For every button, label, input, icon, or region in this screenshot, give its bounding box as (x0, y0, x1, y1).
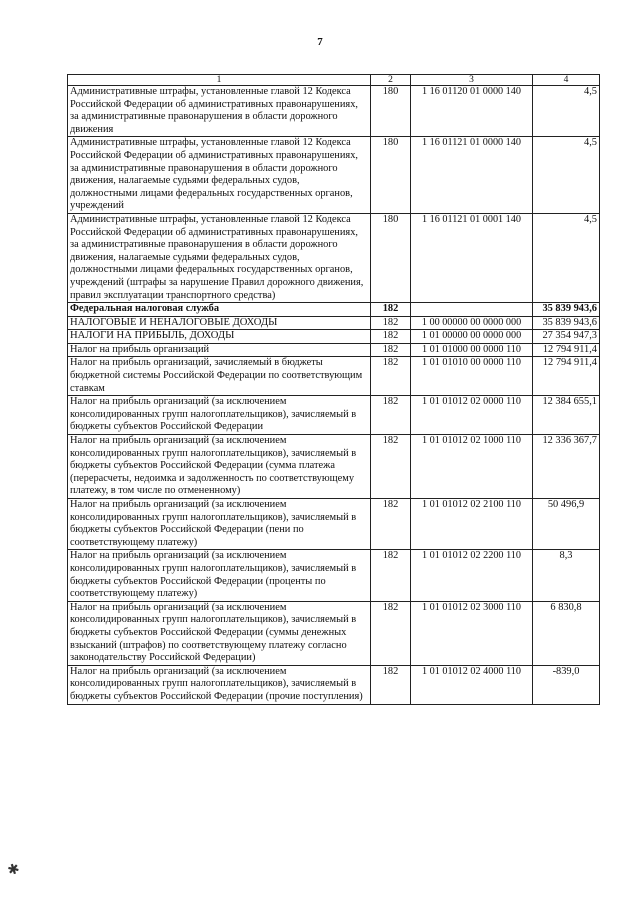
column-number-row (68, 75, 600, 86)
column-number-2: 2 (371, 75, 411, 86)
row-amount: 12 794 911,4 (533, 357, 600, 396)
column-number-1: 1 (68, 75, 371, 86)
table-row (68, 137, 600, 214)
table-row (68, 303, 600, 317)
row-budget-code (411, 303, 533, 317)
row-amount: -839,0 (533, 665, 600, 704)
row-amount: 4,5 (533, 213, 600, 302)
row-budget-code: 1 01 01010 00 0000 110 (411, 357, 533, 396)
row-budget-code: 1 01 01000 00 0000 110 (411, 343, 533, 357)
row-admin-code: 182 (371, 343, 411, 357)
row-budget-code: 1 16 01121 01 0001 140 (411, 213, 533, 302)
row-budget-code: 1 01 01012 02 2100 110 (411, 499, 533, 550)
row-admin-code: 182 (371, 665, 411, 704)
row-name: Административные штрафы, установленные главой 12 Кодекса Российской Федерации об административных правонарушениях, за административные правонарушения в области дорожного движения (68, 86, 371, 137)
table-row (68, 435, 600, 499)
row-name: Налог на прибыль организаций (за исключением консолидированных групп налогоплательщиков), зачисляемый в бюджеты субъектов Российской Федерации (суммы денежных взысканий (штрафов) по соответствующему платежу согласно законодательству Российской Федерации) (68, 601, 371, 665)
row-admin-code: 182 (371, 601, 411, 665)
row-amount: 8,3 (533, 550, 600, 601)
table-row (68, 665, 600, 704)
table-row (68, 550, 600, 601)
row-name: Налог на прибыль организаций (за исключением консолидированных групп налогоплательщиков), зачисляемый в бюджеты субъектов Российской Федерации (прочие поступления) (68, 665, 371, 704)
column-number-4: 4 (533, 75, 600, 86)
row-admin-code: 182 (371, 435, 411, 499)
table-row (68, 330, 600, 344)
row-name: Административные штрафы, установленные главой 12 Кодекса Российской Федерации об административных правонарушениях, за административные правонарушения в области дорожного движения, налагаемые судьями федеральных судов, должностными лицами федеральных государственных органов, учреждений (68, 137, 371, 214)
table-row (68, 357, 600, 396)
row-name: Налог на прибыль организаций (за исключением консолидированных групп налогоплательщиков), зачисляемый в бюджеты субъектов Российской Федерации (проценты по соответствующему платежу) (68, 550, 371, 601)
row-admin-code: 182 (371, 357, 411, 396)
revenue-table-body (68, 75, 600, 705)
row-name: Федеральная налоговая служба (68, 303, 371, 317)
row-budget-code: 1 01 01012 02 3000 110 (411, 601, 533, 665)
row-budget-code: 1 01 01012 02 1000 110 (411, 435, 533, 499)
row-admin-code: 180 (371, 137, 411, 214)
table-row (68, 396, 600, 435)
row-name: Налог на прибыль организаций (за исключением консолидированных групп налогоплательщиков), зачисляемый в бюджеты субъектов Российской Федерации (сумма платежа (перерасчеты, недоимка и задолженность по соответствующему платежу, в том числе по отмененному) (68, 435, 371, 499)
table-row (68, 343, 600, 357)
row-admin-code: 180 (371, 213, 411, 302)
row-budget-code: 1 16 01121 01 0000 140 (411, 137, 533, 214)
row-budget-code: 1 16 01120 01 0000 140 (411, 86, 533, 137)
table-row (68, 213, 600, 302)
row-name: Налог на прибыль организаций (за исключением консолидированных групп налогоплательщиков), зачисляемый в бюджеты субъектов Российской Федерации (пени по соответствующему платежу) (68, 499, 371, 550)
revenue-table (67, 74, 600, 705)
row-name: НАЛОГИ НА ПРИБЫЛЬ, ДОХОДЫ (68, 330, 371, 344)
row-admin-code: 182 (371, 396, 411, 435)
row-amount: 27 354 947,3 (533, 330, 600, 344)
row-budget-code: 1 01 01012 02 2200 110 (411, 550, 533, 601)
row-admin-code: 182 (371, 499, 411, 550)
row-amount: 12 384 655,1 (533, 396, 600, 435)
row-amount: 12 336 367,7 (533, 435, 600, 499)
row-amount: 6 830,8 (533, 601, 600, 665)
row-admin-code: 180 (371, 86, 411, 137)
row-name: Налог на прибыль организаций, зачисляемый в бюджеты бюджетной системы Российской Федерации по соответствующим ставкам (68, 357, 371, 396)
row-name: Административные штрафы, установленные главой 12 Кодекса Российской Федерации об административных правонарушениях, за административные правонарушения в области дорожного движения, налагаемые судьями федеральных судов, должностными лицами федеральных государственных органов, учреждений (штрафы за нарушение Правил дорожного движения, правил эксплуатации транспортного средства) (68, 213, 371, 302)
table-row (68, 86, 600, 137)
table-row (68, 499, 600, 550)
row-name: Налог на прибыль организаций (за исключением консолидированных групп налогоплательщиков), зачисляемый в бюджеты субъектов Российской Федерации (68, 396, 371, 435)
row-admin-code: 182 (371, 550, 411, 601)
row-amount: 4,5 (533, 86, 600, 137)
row-budget-code: 1 01 00000 00 0000 000 (411, 330, 533, 344)
row-amount: 12 794 911,4 (533, 343, 600, 357)
row-amount: 50 496,9 (533, 499, 600, 550)
row-budget-code: 1 01 01012 02 0000 110 (411, 396, 533, 435)
row-name: НАЛОГОВЫЕ И НЕНАЛОГОВЫЕ ДОХОДЫ (68, 316, 371, 330)
page-number: 7 (317, 36, 323, 48)
row-admin-code: 182 (371, 330, 411, 344)
table-row (68, 316, 600, 330)
row-name: Налог на прибыль организаций (68, 343, 371, 357)
row-budget-code: 1 01 01012 02 4000 110 (411, 665, 533, 704)
scan-mark-icon: ✱ (5, 861, 22, 880)
row-admin-code: 182 (371, 316, 411, 330)
table-row (68, 601, 600, 665)
column-number-3: 3 (411, 75, 533, 86)
row-admin-code: 182 (371, 303, 411, 317)
row-amount: 35 839 943,6 (533, 303, 600, 317)
row-amount: 35 839 943,6 (533, 316, 600, 330)
row-amount: 4,5 (533, 137, 600, 214)
row-budget-code: 1 00 00000 00 0000 000 (411, 316, 533, 330)
